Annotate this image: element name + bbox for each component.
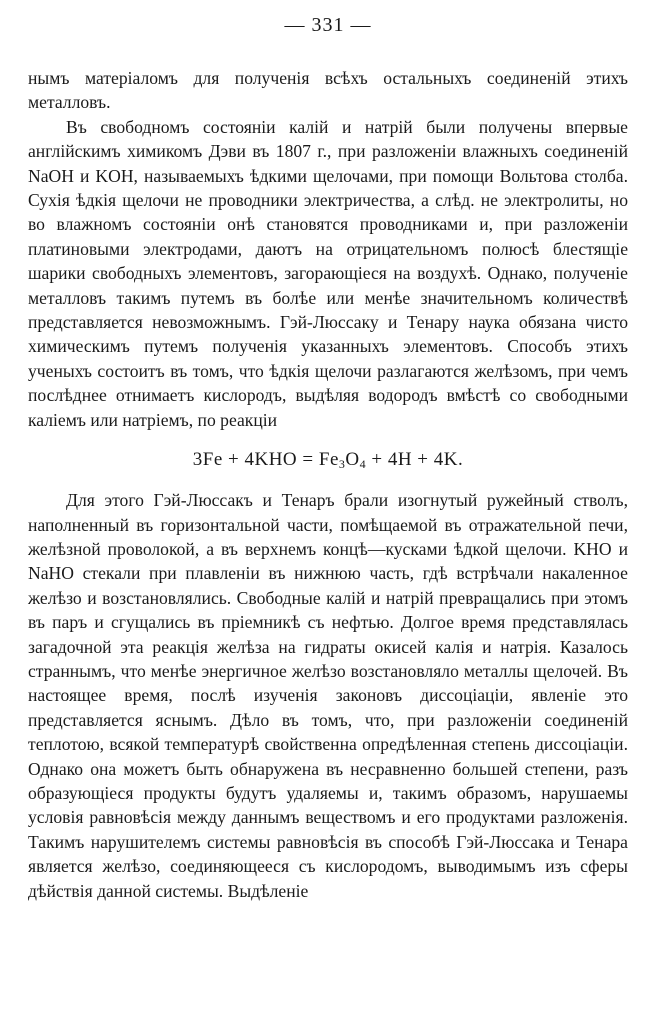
formula-reactants: 3Fe + 4KHO <box>192 449 298 471</box>
page-number: — 331 — <box>284 14 372 36</box>
paragraph-continuation: нымъ матеріаломъ для полученія всѣхъ остальныхъ соединеній этихъ металловъ. <box>28 68 628 113</box>
formula-equals: = <box>302 449 314 471</box>
document-page <box>28 12 628 1024</box>
formula-product-oxide: $Fe_3O_4$ <box>318 449 367 472</box>
formula-products-rest: + 4H + 4K. <box>371 449 464 471</box>
paragraph-gay-lussac-method: Для этого Гэй-Люссакъ и Тенаръ брали изогнутый ружейный стволъ, наполненный въ горизонтальной части, помѣщаемой въ отражательной печи, желѣзной проволокой, а въ верхнемъ концѣ—кусками ѣдкой щелочи. KHO и NaHO стекали при плавленіи въ нижнюю часть, гдѣ встрѣчали накаленное желѣзо и возстановлялись. Свободные калій и натрій превращались при этомъ въ паръ и сгущались въ пріемникѣ съ нефтью. Долгое время представлялась загадочной эта реакція желѣза на гидраты окисей калія и натрія. Казалось страннымъ, что менѣе энергичное желѣзо возстановляло металлы щелочей. Въ настоящее время, послѣ изученія законовъ диссоціаціи, явленіе это представляется яснымъ. Дѣло въ томъ, что, при разложеніи соединеній теплотою, всякой температурѣ свойственна опредѣленная степень диссоціаціи. Однако она можетъ быть обнаружена въ несравненно большей степени, разъ образующіеся продукты будутъ удаляемы и, такимъ образомъ, нарушаемы условія равновѣсія между даннымъ веществомъ и его продуктами разложенія. Такимъ нарушителемъ системы равновѣсія въ способѣ Гэй-Люссака и Тенара является желѣзо, соединяющееся съ кислородомъ, выводимымъ изъ сферы дѣйствія данной системы. Выдѣленіе <box>28 490 628 901</box>
paragraph-dewy-discovery: Въ свободномъ состояніи калій и натрій были получены впервые англійскимъ химикомъ Дэви въ 1807 г., при разложеніи влажныхъ соединеній NaOH и KOH, называемыхъ ѣдкими щелочами, при помощи Вольтова столба. Сухія ѣдкія щелочи не проводники электричества, а слѣд. не электролиты, но во влажномъ состояніи онѣ становятся проводниками и, при разложеніи платиновыми электродами, даютъ на отрицательномъ полюсѣ блестящіе шарики свободныхъ элементовъ, загорающіеся на воздухѣ. Однако, полученіе металловъ такимъ путемъ въ болѣе или менѣе значительномъ количествѣ представляется невозможнымъ. Гэй-Люссаку и Тенару наука обязана чисто химическимъ путемъ полученія указанныхъ элементовъ. Способъ этихъ ученыхъ состоитъ въ томъ, что ѣдкія щелочи разлагаются желѣзомъ, при чемъ послѣднее отнимаетъ кислородъ, выдѣляя водородъ вмѣстѣ со свободными каліемъ или натріемъ, по реакціи <box>28 116 628 430</box>
reaction-formula <box>28 446 628 474</box>
